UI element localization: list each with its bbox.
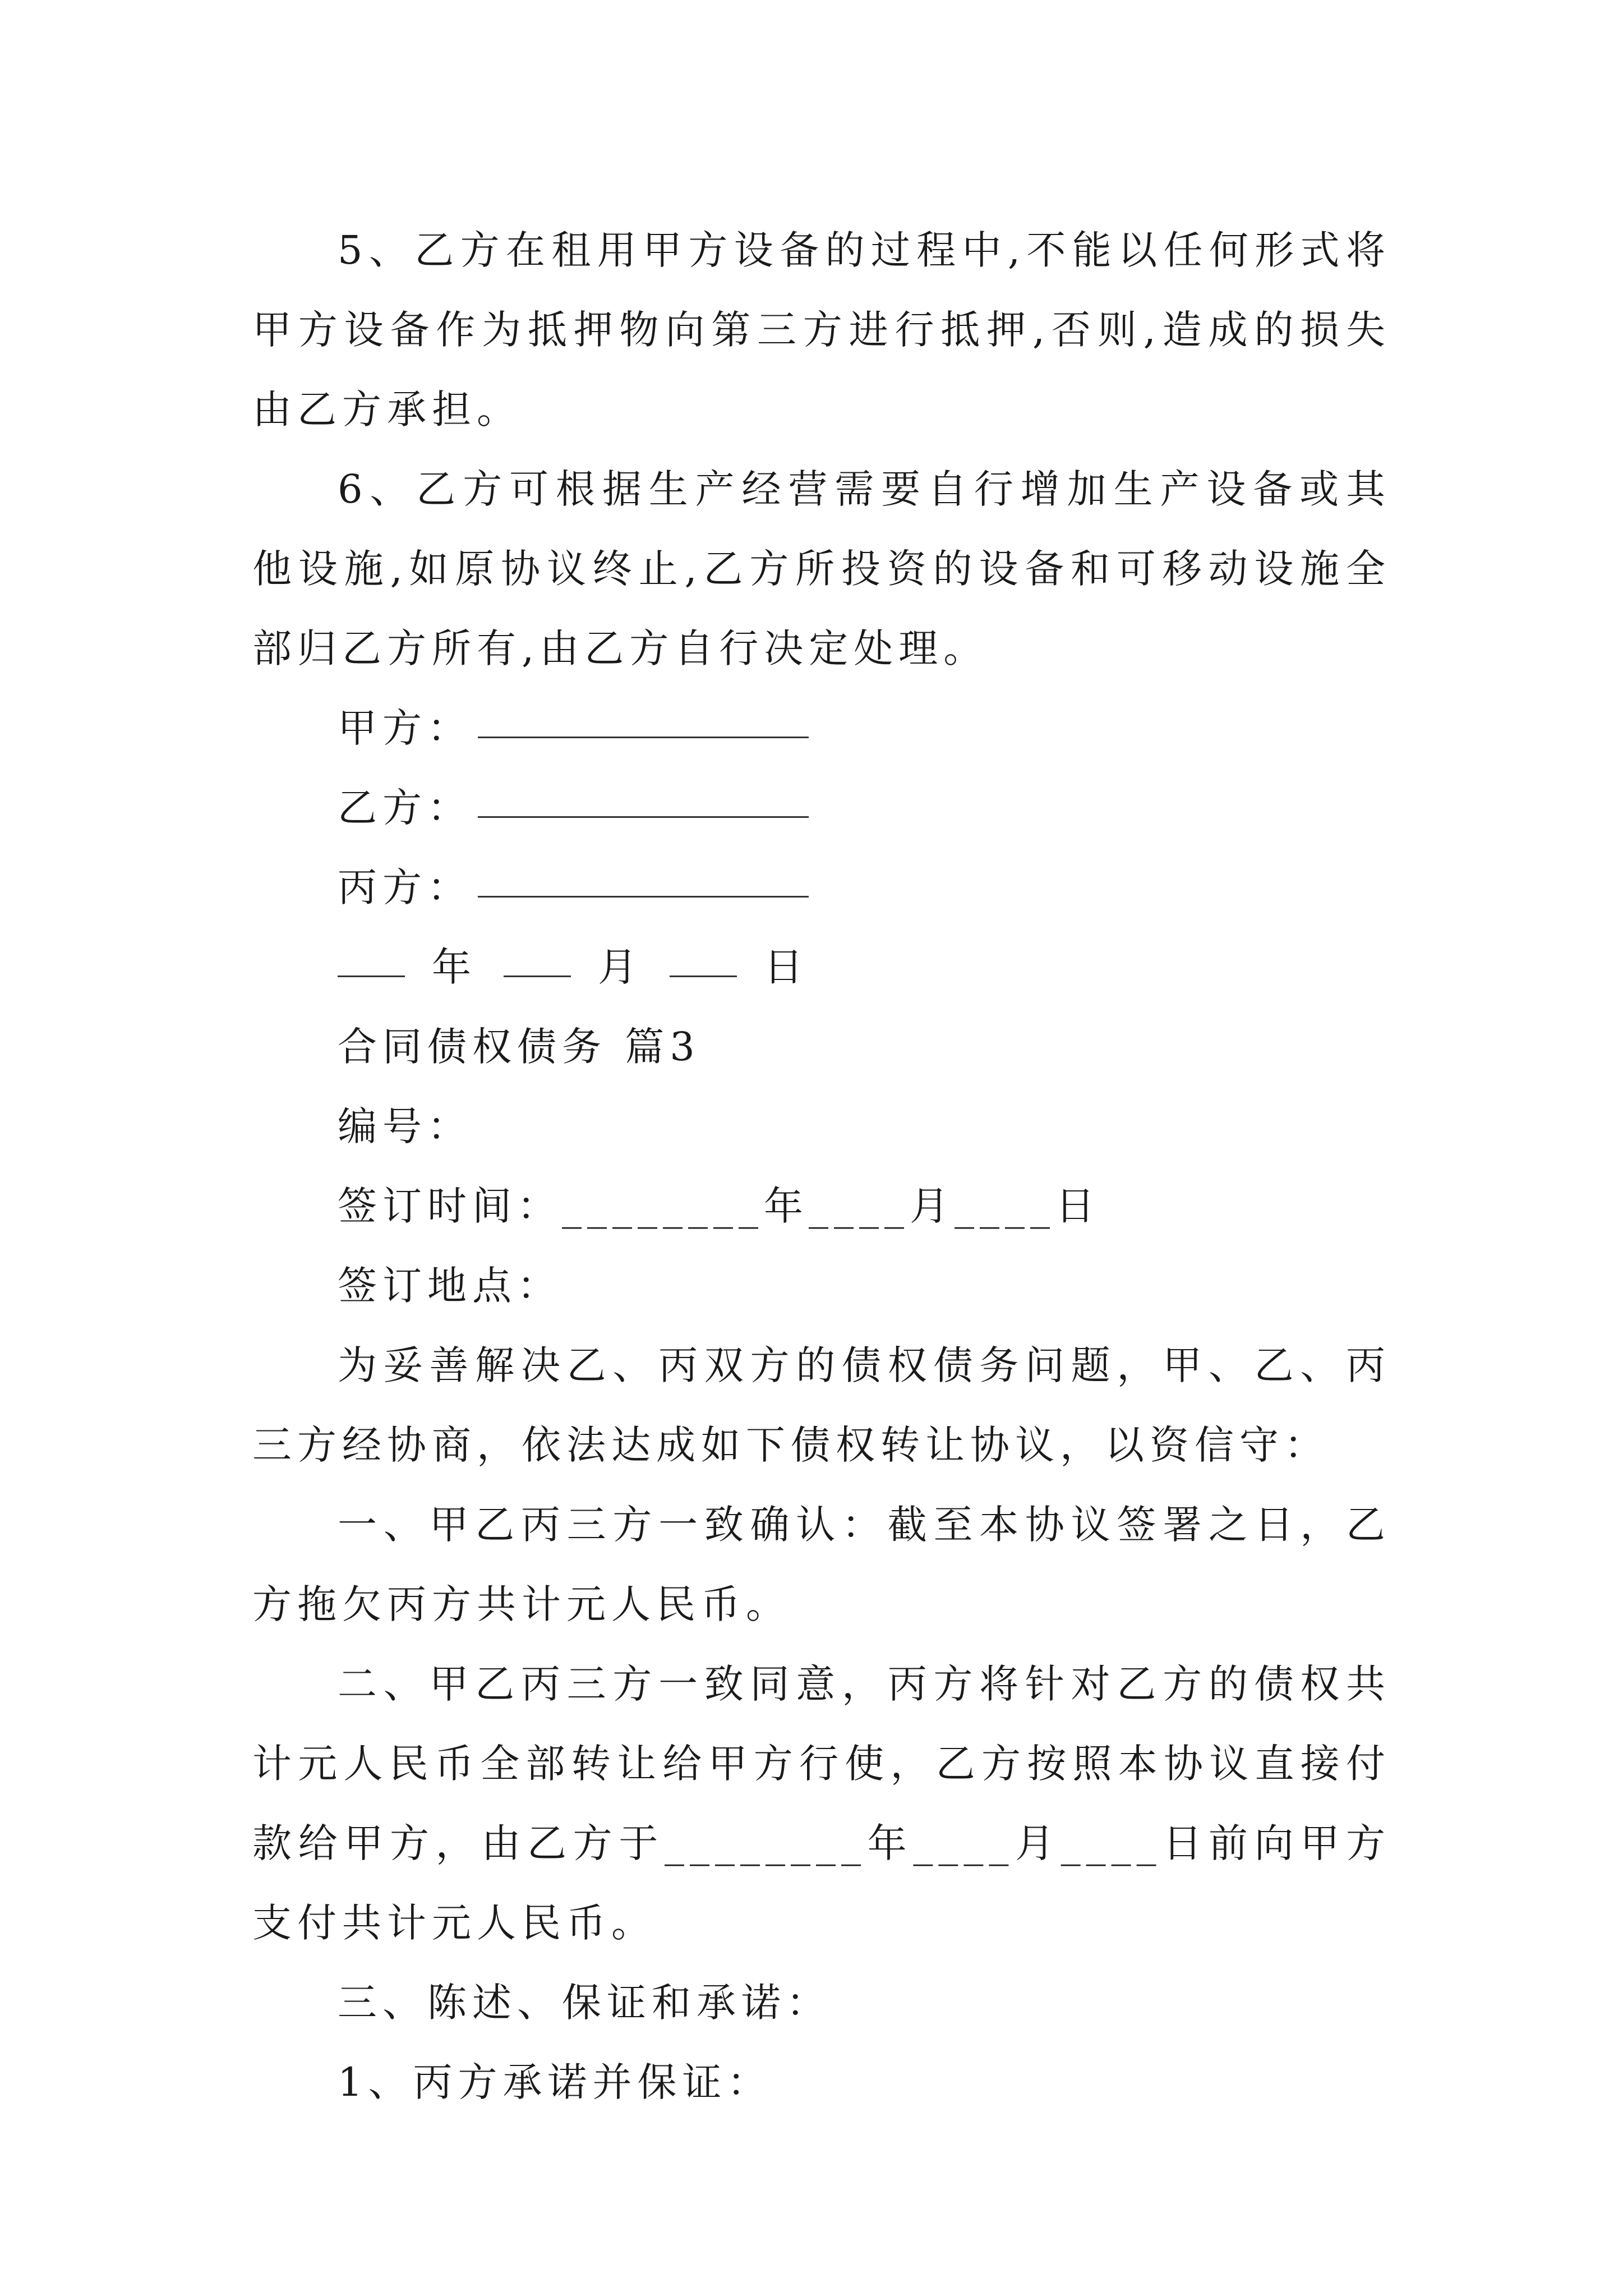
signature-party-c (252, 848, 1391, 927)
month-blank (504, 936, 571, 977)
year-label: 年 (432, 944, 477, 990)
party-b-signature-blank (478, 777, 809, 818)
signing-place-label: 签订地点： (338, 1263, 562, 1309)
month-label: 月 (598, 944, 643, 990)
article-1-paragraph: 一、甲乙丙三方一致确认：截至本协议签署之日，乙方拖欠丙方共计元人民币。 (252, 1502, 1391, 1627)
clause-6-paragraph: 6、乙方可根据生产经营需要自行增加生产设备或其他设施,如原协议终止,乙方所投资的设备和可移动设施全部归乙方所有,由乙方自行决定处理。 (252, 466, 1391, 671)
document-body (252, 210, 1391, 2122)
signature-date-line (252, 927, 1391, 1007)
article-3-item-1: 1、丙方承诺并保证： (338, 2059, 772, 2105)
preamble-paragraph: 为妥善解决乙、丙双方的债权债务问题，甲、乙、丙三方经协商，依法达成如下债权转让协议，以资信守： (252, 1342, 1391, 1468)
day-label: 日 (764, 944, 809, 990)
party-a-signature-blank (478, 697, 809, 738)
party-c-label: 丙方： (338, 864, 472, 910)
section-title: 合同债权债务 篇3 (338, 1024, 700, 1070)
party-b-label: 乙方： (338, 785, 472, 831)
day-blank (670, 936, 737, 977)
clause-5-paragraph: 5、乙方在租用甲方设备的过程中,不能以任何形式将甲方设备作为抵押物向第三方进行抵押,否则,造成的损失由乙方承担。 (252, 227, 1391, 432)
party-a-label: 甲方： (338, 705, 472, 751)
article-3-heading: 三、陈述、保证和承诺： (338, 1980, 831, 2026)
year-blank (338, 936, 405, 977)
signature-party-a (252, 688, 1391, 768)
contract-number-label: 编号： (338, 1103, 472, 1149)
party-c-signature-blank (478, 857, 809, 898)
signing-time-line: 签订时间：________年____月____日 (338, 1183, 1100, 1229)
signature-party-b (252, 768, 1391, 848)
article-2-paragraph: 二、甲乙丙三方一致同意，丙方将针对乙方的债权共计元人民币全部转让给甲方行使，乙方按照本协议直接付款给甲方，由乙方于________年____月____日前向甲方支付共计元人民币。 (252, 1661, 1391, 1946)
